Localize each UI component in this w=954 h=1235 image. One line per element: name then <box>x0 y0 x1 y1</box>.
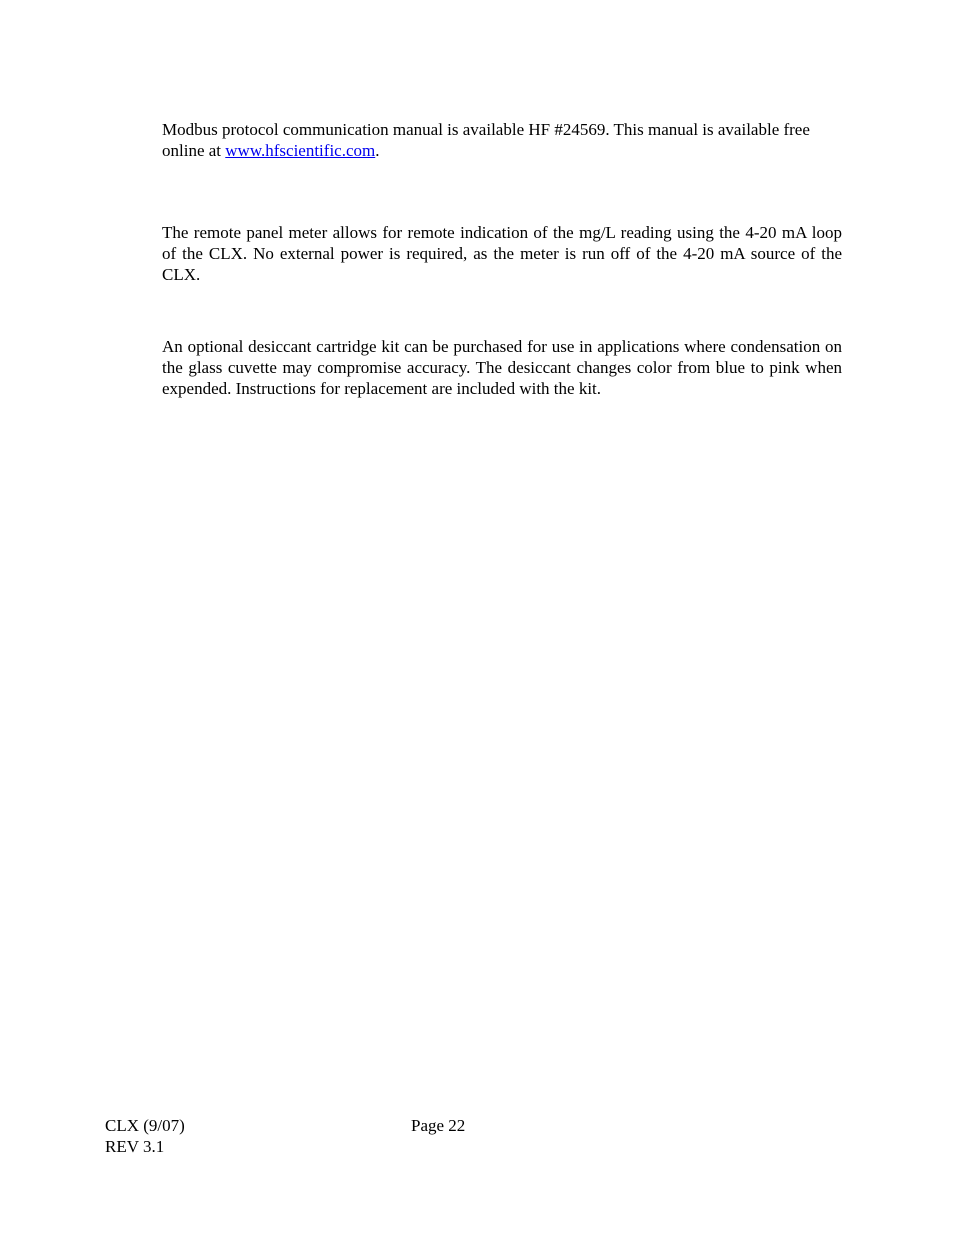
remote-panel-paragraph: The remote panel meter allows for remote indication of the mg/L reading using the 4-20 mA loop of the CLX. No external power is required, as the meter is run off of the 4-20 mA source of the CLX. <box>162 223 842 284</box>
footer-revision: REV 3.1 <box>105 1137 165 1156</box>
footer-page-number: Page 22 <box>411 1116 466 1135</box>
modbus-manual-paragraph <box>162 119 842 161</box>
modbus-text-end: . <box>375 141 380 160</box>
desiccant-paragraph: An optional desiccant cartridge kit can be purchased for use in applications where condensation on the glass cuvette may compromise accuracy. The desiccant changes color from blue to pink when expended. Instructions for replacement are included with the kit. <box>162 337 842 398</box>
footer-doc-info <box>105 1115 185 1157</box>
hfscientific-link[interactable]: www.hfscientific.com <box>225 141 376 160</box>
modbus-text: Modbus protocol communication manual is available HF #24569. This manual is available free online at <box>162 120 810 160</box>
footer-model: CLX (9/07) <box>105 1116 185 1135</box>
